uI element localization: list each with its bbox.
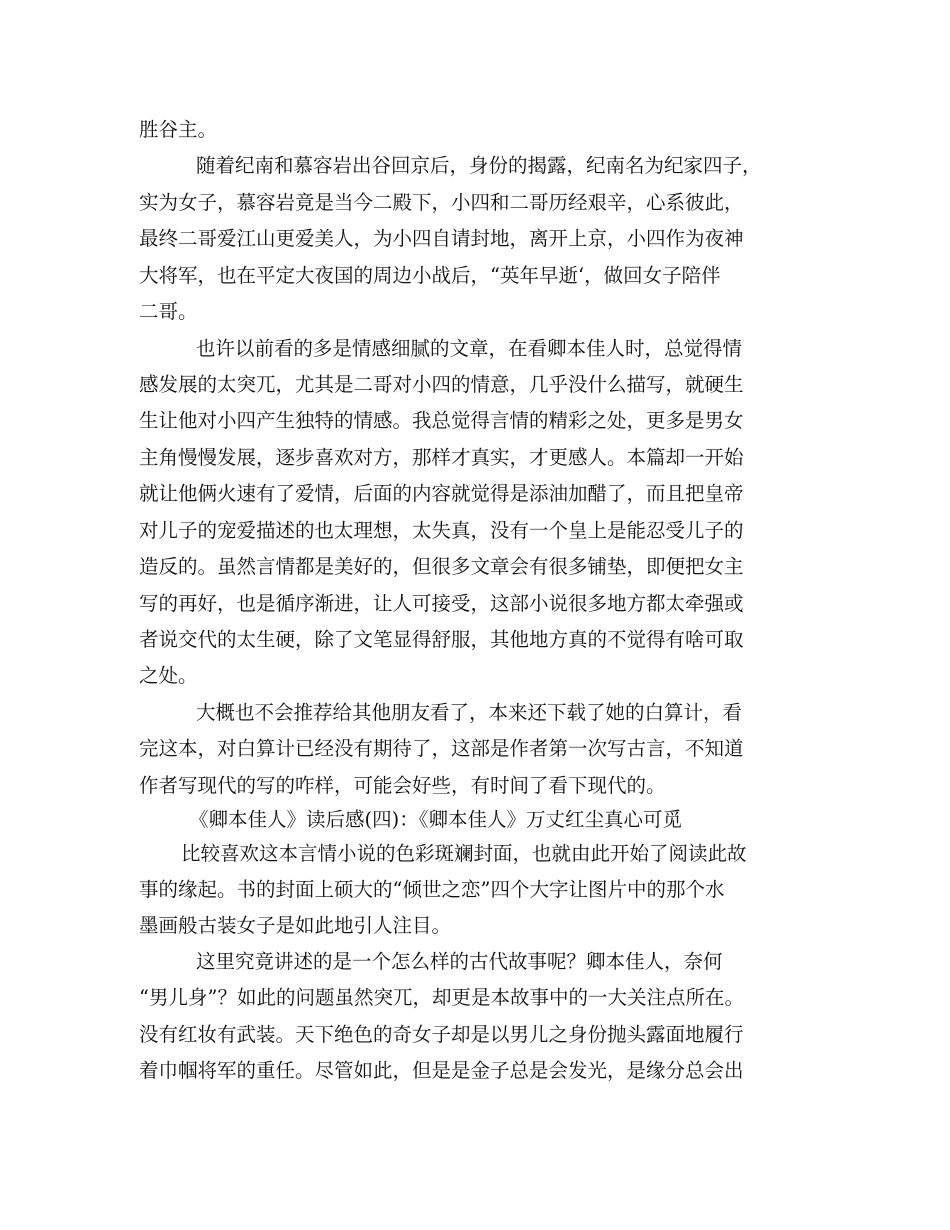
text-line: 胜谷主。 xyxy=(139,118,218,141)
text-line: 实为女子，慕容岩竟是当今二殿下，小四和二哥历经艰辛，心系彼此， xyxy=(139,191,744,214)
text-line: “男儿身”？如此的问题虽然突兀，却更是本故事中的一大关注点所在。 xyxy=(139,986,744,1009)
text-line: 大将军，也在平定大夜国的周边小战后，“英年早逝‘，做回女子陪伴 xyxy=(139,264,721,287)
text-line: 最终二哥爱江山更爱美人，为小四自请封地，离开上京，小四作为夜神 xyxy=(139,227,744,250)
text-line: 写的再好，也是循序渐进，让人可接受，这部小说很多地方都太牵强或 xyxy=(139,592,744,615)
text-line: 之处。 xyxy=(139,664,198,687)
text-line: 大概也不会推荐给其他朋友看了，本来还下载了她的白算计，看 xyxy=(196,701,743,724)
text-line: 完这本，对白算计已经没有期待了，这部是作者第一次写古言，不知道 xyxy=(139,737,744,760)
text-line: 者说交代的太生硬，除了文笔显得舒服，其他地方真的不觉得有啥可取 xyxy=(139,628,744,651)
text-line: 就让他俩火速有了爱情，后面的内容就觉得是添油加醋了，而且把皇帝 xyxy=(139,482,744,505)
text-line: 二哥。 xyxy=(139,300,198,323)
text-line: 生让他对小四产生独特的情感。我总觉得言情的精彩之处，更多是男女 xyxy=(139,409,744,432)
text-line: 墨画般古装女子是如此地引人注目。 xyxy=(139,914,452,937)
text-line: 比较喜欢这本言情小说的色彩斑斓封面，也就由此开始了阅读此故 xyxy=(181,842,747,865)
text-line: 随着纪南和慕容岩出谷回京后，身份的揭露，纪南名为纪家四子， xyxy=(196,154,762,177)
text-line: 主角慢慢发展，逐步喜欢对方，那样才真实，才更感人。本篇却一开始 xyxy=(139,446,744,469)
text-line: 事的缘起。书的封面上硕大的“倾世之恋”四个大字让图片中的那个水 xyxy=(139,878,725,901)
section-heading: 《卿本佳人》读后感(四)：《卿本佳人》万丈红尘真心可觅 xyxy=(189,808,682,831)
text-line: 着巾帼将军的重任。尽管如此，但是是金子总是会发光，是缘分总会出 xyxy=(139,1059,744,1082)
text-line: 感发展的太突兀，尤其是二哥对小四的情意，几乎没什么描写，就硬生 xyxy=(139,373,744,396)
text-line: 这里究竟讲述的是一个怎么样的古代故事呢？卿本佳人，奈何 xyxy=(196,950,723,973)
text-line: 对儿子的宠爱描述的也太理想，太失真，没有一个皇上是能忍受儿子的 xyxy=(139,519,744,542)
text-line: 作者写现代的写的咋样，可能会好些，有时间了看下现代的。 xyxy=(139,774,666,797)
text-line: 没有红妆有武装。天下绝色的奇女子却是以男儿之身份抛头露面地履行 xyxy=(139,1023,744,1046)
text-line: 也许以前看的多是情感细腻的文章，在看卿本佳人时，总觉得情 xyxy=(196,337,743,360)
text-line: 造反的。虽然言情都是美好的，但很多文章会有很多铺垫，即便把女主 xyxy=(139,555,744,578)
